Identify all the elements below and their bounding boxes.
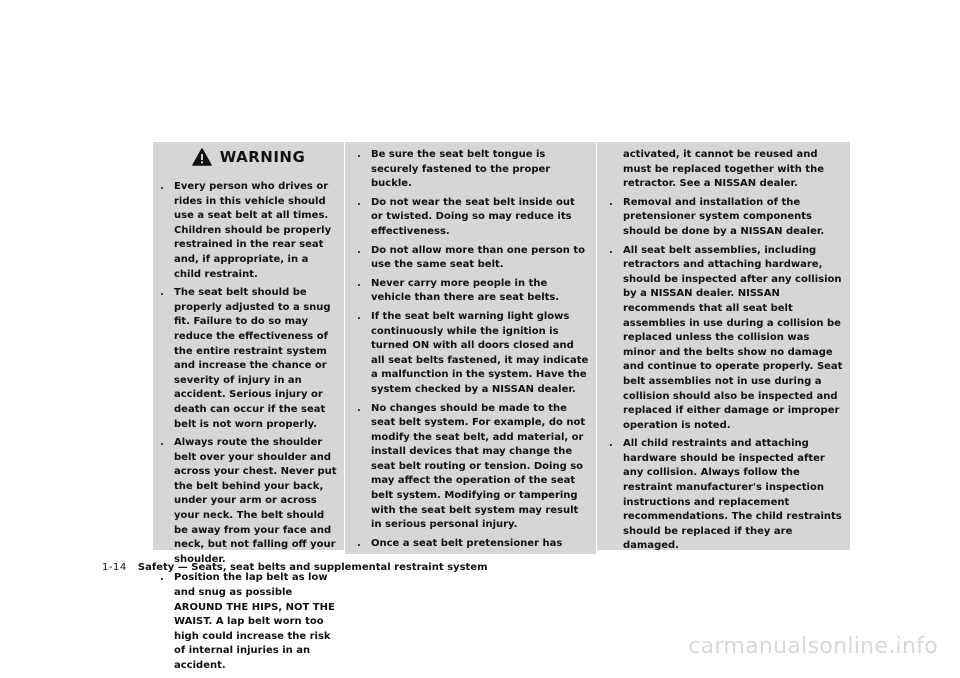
warning-list-left (160, 180, 338, 678)
bullet: . (160, 437, 164, 449)
bullet: . (609, 244, 613, 256)
list-item: . Do not allow more than one person to use the same seat belt. (357, 244, 586, 271)
bullet: . (357, 196, 361, 208)
page-number: 1-14 (102, 562, 127, 573)
bullet: . (357, 149, 361, 160)
bullet: . (160, 572, 164, 584)
list-item: . If the seat belt warning light glows continuously while the ignition is turned ON with all doors closed and all seat belts fastened, it may indicate a malfunction in the system. Have the system checked by a NISSAN dealer. (357, 310, 589, 395)
list-item: . No changes should be made to the seat belt system. For example, do not modify the seat belt, add material, or install devices that may change the seat belt routing or tension. Doing so may affect the operation of the seat belt system. Modifying or tampering with the seat belt system may result in serious personal injury. (357, 402, 586, 531)
list-item: . Always route the shoulder belt over your shoulder and across your chest. Never put the belt behind your back, under your arm or across your neck. The belt should be away from your face and neck, but not falling off your shoulder. (160, 437, 337, 565)
list-item: . Never carry more people in the vehicle than there are seat belts. (357, 277, 560, 304)
list-item: . All child restraints and attaching hardware should be inspected after any collision. Always follow the restraint manufacturer's inspection instructions and replacement recommendations. The child restraints should be replaced if they are damaged. (609, 438, 842, 552)
bullet: . (357, 310, 361, 322)
warning-title: WARNING (219, 148, 306, 166)
list-item: . Position the lap belt as low and snug as possible AROUND THE HIPS, NOT THE WAIST. A lap belt worn too high could increase the risk of internal injuries in an accident. (160, 572, 335, 671)
list-item-continuation: activated, it cannot be reused and must be replaced together with the retractor. See a NISSAN dealer. (623, 149, 824, 190)
warning-list-right (609, 148, 843, 558)
warning-triangle-icon (192, 148, 212, 166)
list-item: . Be sure the seat belt tongue is securely fastened to the proper buckle. (357, 149, 551, 190)
bullet: . (357, 244, 361, 256)
list-item: . Removal and installation of the pretensioner system components should be done by a NISSAN dealer. (609, 196, 825, 237)
list-item: . Every person who drives or rides in this vehicle should use a seat belt at all times. Children should be properly restrained in the rear seat and, if appropriate, in a child restraint. (160, 181, 332, 280)
watermark: carmanualsonline.info (688, 634, 938, 659)
bullet: . (609, 438, 613, 450)
bullet: . (609, 196, 613, 208)
bullet: . (160, 287, 164, 299)
warning-list-middle (357, 148, 589, 555)
bullet: . (357, 277, 361, 289)
bullet: . (357, 537, 361, 549)
list-item: . Do not wear the seat belt inside out or twisted. Doing so may reduce its effectiveness. (357, 196, 575, 237)
list-item: . The seat belt should be properly adjusted to a snug fit. Failure to do so may reduce the effectiveness of the entire restraint system and increase the chance or severity of injury in an accident. Serious injury or death can occur if the seat belt is not worn properly. (160, 287, 331, 430)
list-item: . All seat belt assemblies, including retractors and attaching hardware, should be inspected after any collision by a NISSAN dealer. NISSAN recommends that all seat belt assemblies in use during a collision be replaced unless the collision was minor and the belts show no damage and continue to operate properly. Seat belt assemblies not in use during a collision should also be inspected and replaced if either damage or improper operation is noted. (609, 244, 843, 431)
section-title: Safety — Seats, seat belts and supplemental restraint system (137, 562, 488, 573)
warning-header (153, 142, 344, 172)
bullet: . (160, 181, 164, 192)
page-footer (102, 562, 488, 573)
list-item: . Once a seat belt pretensioner has (357, 537, 589, 552)
bullet: . (357, 402, 361, 414)
